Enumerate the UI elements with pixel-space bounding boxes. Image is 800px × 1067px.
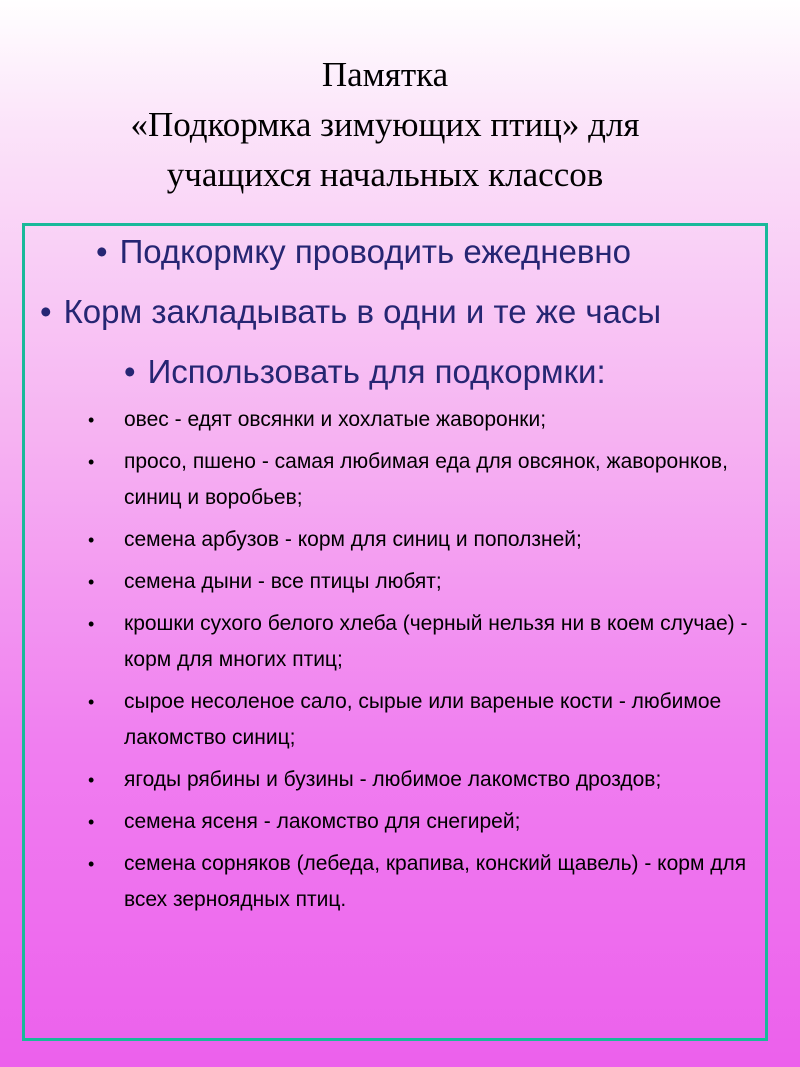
bullet-icon: •	[88, 614, 95, 634]
main-point-text: Корм закладывать в одни и те же часы	[63, 293, 662, 330]
list-item-text: крошки сухого белого хлеба (черный нельзя ни в коем случае) - корм для многих птиц;	[124, 612, 748, 671]
bullet-icon: •	[88, 770, 95, 790]
list-item-text: семена ясеня - лакомство для снегирей;	[124, 810, 521, 833]
list-item-text: просо, пшено - самая любимая еда для овсянок, жаворонков, синиц и воробьев;	[124, 450, 728, 509]
bullet-icon: •	[88, 410, 95, 430]
list-item-text: сырое несоленое сало, сырые или вареные кости - любимое лакомство синиц;	[124, 690, 722, 749]
list-item-text: семена дыни - все птицы любят;	[124, 570, 442, 593]
bullet-icon: •	[88, 530, 95, 550]
list-item-text: овес - едят овсянки и хохлатые жаворонки;	[124, 408, 547, 431]
list-item	[88, 402, 758, 438]
bullet-icon: •	[124, 353, 136, 390]
bullet-icon: •	[96, 233, 108, 270]
bullet-icon: •	[88, 812, 95, 832]
list-item	[88, 684, 758, 756]
list-item-text: семена арбузов - корм для синиц и поползней;	[124, 528, 582, 551]
list-item	[88, 762, 758, 798]
list-item	[88, 444, 758, 516]
main-point-text: Подкормку проводить ежедневно	[119, 233, 631, 270]
list-item	[88, 564, 758, 600]
bullet-icon: •	[88, 452, 95, 472]
list-item-text: семена сорняков (лебеда, крапива, конский щавель) - корм для всех зерноядных птиц.	[124, 852, 747, 911]
list-item	[88, 606, 758, 678]
bullet-icon: •	[40, 293, 52, 330]
title-line-1: Памятка	[321, 55, 449, 94]
list-item	[88, 846, 758, 918]
bullet-icon: •	[88, 572, 95, 592]
slide-title	[0, 50, 770, 200]
title-line-3: учащихся начальных классов	[166, 155, 604, 194]
main-point-daily	[96, 232, 631, 272]
food-list	[88, 402, 758, 924]
main-point-text: Использовать для подкормки:	[147, 353, 606, 390]
title-line-2: «Подкормка зимующих птиц» для	[130, 105, 640, 144]
main-point-use-for-feeding	[124, 352, 606, 392]
list-item	[88, 804, 758, 840]
bullet-icon: •	[88, 692, 95, 712]
list-item-text: ягоды рябины и бузины - любимое лакомство дроздов;	[124, 768, 662, 791]
list-item	[88, 522, 758, 558]
bullet-icon: •	[88, 854, 95, 874]
main-point-same-hours	[40, 292, 661, 332]
